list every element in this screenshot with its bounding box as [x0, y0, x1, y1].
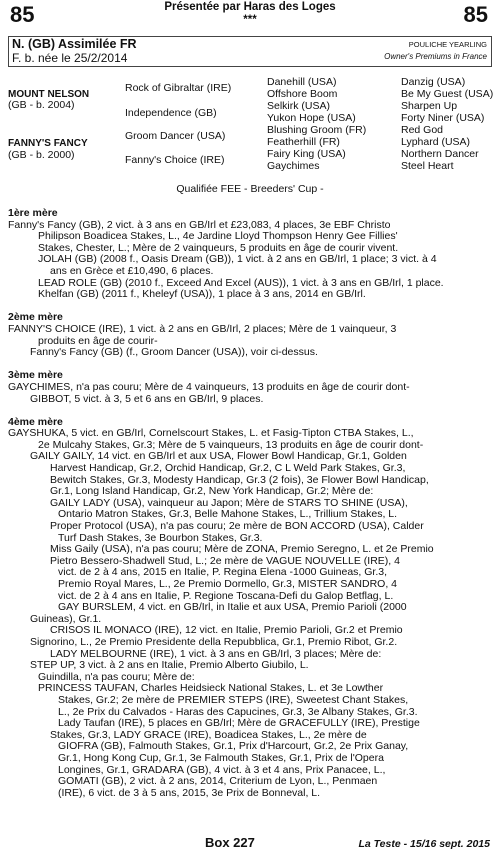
text-line: Pietro Bessero-Shadwell Stud, L.; 2e mère de VAGUE NOUVELLE (IRE), 4 [50, 554, 400, 567]
horse-name: N. (GB) Assimilée FR [12, 37, 137, 51]
pedigree-gen4: Lyphard (USA) [401, 136, 471, 148]
text-line: ans en Grèce et £10,490, 6 places. [50, 264, 214, 277]
pedigree-gen4: Danzig (USA) [401, 76, 466, 88]
section-header: 4ème mère [8, 415, 63, 428]
text-line: Philipson Boadicea Stakes, L., 4e Jardine Lloyd Thompson Henry Gee Fillies' [38, 230, 398, 243]
text-line: LADY MELBOURNE (IRE), 1 vict. à 3 ans en GB/Irl, 3 places; Mère de: [50, 647, 382, 660]
text-line: Khelfan (GB) (2011 f., Kheleyf (USA)), 1 place à 3 ans, 2014 en GB/Irl. [38, 288, 366, 301]
horse-title-box [8, 36, 492, 67]
text-line: GAILY LADY (USA), vainqueur au Japon; Mère de STARS TO SHINE (USA), [50, 496, 408, 509]
text-line: produits en âge de courir- [38, 334, 158, 347]
text-line: Longines, Gr.1, GRADARA (GB), 4 vict. à 3 et 4 ans, Prix Panacee, L., [58, 763, 386, 776]
text-line: GAYSHUKA, 5 vict. en GB/Irl, Cornelscourt Stakes, L. et Fasig-Tipton CTBA Stakes, L., [8, 427, 414, 440]
qualification: Qualifiée FEE - Breeders' Cup - [176, 183, 324, 195]
text-line: GAYCHIMES, n'a pas couru; Mère de 4 vainqueurs, 13 produits en âge de courir dont- [8, 380, 410, 393]
text-line: Guindilla, n'a pas couru; Mère de: [38, 670, 195, 683]
spacer [8, 301, 496, 313]
box-number: Box 227 [205, 835, 255, 850]
pedigree-gen4: Sharpen Up [401, 100, 458, 112]
text-line: STEP UP, 3 vict. à 2 ans en Italie, Premio Alberto Giubilo, L. [30, 659, 309, 672]
text-line: L., 2e Prix du Calvados - Haras des Capucines, Gr.3, 3e Albany Stakes, Gr.3. [58, 705, 418, 718]
text-line: Signorino, L., 2e Premio Presidente della Repubblica, Gr.1, Premio Ribot, Gr.2. [30, 635, 398, 648]
pedigree-gen4: Be My Guest (USA) [401, 88, 494, 100]
text-line: GIOFRA (GB), Falmouth Stakes, Gr.1, Prix d'Harcourt, Gr.2, 2e Prix Ganay, [58, 740, 409, 753]
text-line: (IRE), 6 vict. de 3 à 5 ans, 2015, 3e Prix de Bonneval, L. [58, 786, 321, 799]
text-line: GAILY GAILY, 14 vict. en GB/Irl et aux USA, Flower Bowl Handicap, Gr.1, Golden [30, 450, 407, 463]
owner-premium: Owner's Premiums in France [384, 52, 487, 61]
pedigree-gen3: Gaychimes [267, 160, 320, 172]
pedigree-gen3: Danehill (USA) [267, 76, 337, 88]
text-line: 2e Mulcahy Stakes, Gr.3; Mère de 5 vainqueurs, 13 produits en âge de courir dont- [38, 438, 424, 451]
presenter-name: Présentée par Haras des Loges [164, 1, 336, 13]
text-line: vict. de 2 à 4 ans en Italie, P. Regione Toscana-Defi du Galop Betflag, L. [58, 589, 394, 602]
text-line: JOLAH (GB) (2008 f., Oasis Dream (GB)), 1 vict. à 2 ans en GB/Irl, 1 place; 3 vict. à 4 [38, 253, 437, 266]
lot-number-left: 85 [10, 2, 35, 27]
section-header: 1ère mère [8, 207, 58, 219]
pedigree-gen2: Fanny's Choice (IRE) [125, 154, 225, 166]
text-line: Bewitch Stakes, Gr.3, Modesty Handicap, Gr.3 (2 fois), 3e Flower Bowl Handicap, [50, 473, 429, 486]
pedigree-gen2: Rock of Gibraltar (IRE) [125, 82, 232, 94]
text-line: Gr.1, Hong Kong Cup, Gr.1, 3e Falmouth Stakes, Gr.1, Prix de l'Opera [58, 751, 384, 764]
text-line: Guineas), Gr.1. [30, 612, 102, 625]
spacer [8, 359, 496, 371]
horse-category: POULICHE YEARLING [408, 40, 487, 49]
text-line: GAY BURSLEM, 4 vict. en GB/Irl, in Italie et aux USA, Premio Parioli (2000 [58, 601, 407, 614]
dam-detail: (GB - b. 2000) [8, 149, 75, 161]
lot-number-right: 85 [463, 2, 488, 27]
pedigree-gen4: Forty Niner (USA) [401, 112, 485, 124]
text-line: Stakes, Chester, L.; Mère de 2 vainqueurs, 5 produits en âge de courir vivent. [38, 241, 399, 254]
pedigree-gen2: Independence (GB) [125, 107, 217, 119]
text-line: GIBBOT, 5 vict. à 3, 5 et 6 ans en GB/Irl, 9 places. [30, 392, 264, 405]
sire-detail: (GB - b. 2004) [8, 99, 75, 111]
pedigree-gen3: Yukon Hope (USA) [267, 112, 356, 124]
text-line: FANNY'S CHOICE (IRE), 1 vict. à 2 ans en GB/Irl, 2 places; Mère de 1 vainqueur, 3 [8, 322, 397, 335]
pedigree-gen4: Northern Dancer [401, 148, 479, 160]
text-line: Fanny's Fancy (GB), 2 vict. à 3 ans en GB/Irl et £23,083, 4 places, 3e EBF Christo [8, 218, 391, 231]
presenter-header [0, 1, 500, 27]
pedigree-notes [8, 208, 496, 811]
section-header: 3ème mère [8, 369, 63, 382]
text-line: Stakes, Gr.2; 2e mère de PREMIER STEPS (IRE), Sweetest Chant Stakes, [58, 693, 409, 706]
pedigree-gen4: Steel Heart [401, 160, 454, 172]
text-line: GOMATI (GB), 2 vict. à 2 ans, 2014, Criterium de Lyon, L., Penmaen [58, 775, 378, 788]
spacer [8, 405, 496, 417]
pedigree-gen3: Featherhill (FR) [267, 136, 340, 148]
text-line: Fanny's Fancy (GB) (f., Groom Dancer (USA)), voir ci-dessus. [30, 346, 318, 359]
text-line: Premio Royal Mares, L., 2e Premio Dormello, Gr.3, MISTER SANDRO, 4 [58, 578, 398, 590]
text-line: Harvest Handicap, Gr.2, Orchid Handicap, Gr.2, C L Weld Park Stakes, Gr.3, [50, 462, 406, 475]
dam-name: FANNY'S FANCY [8, 138, 88, 149]
text-line: PRINCESS TAUFAN, Charles Heidsieck National Stakes, L. et 3e Lowther [38, 682, 384, 695]
text-line: Turf Dash Stakes, 3e Bourbon Stakes, Gr.3. [58, 531, 263, 544]
section-header: 2ème mère [8, 311, 63, 324]
pedigree-gen3: Offshore Boom [267, 88, 338, 100]
text-line: CRISOS IL MONACO (IRE), 12 vict. en Italie, Premio Parioli, Gr.2 et Premio [50, 624, 403, 637]
sale-info: La Teste - 15/16 sept. 2015 [358, 838, 490, 850]
pedigree-gen3: Selkirk (USA) [267, 100, 331, 112]
text-line: Gr.1, Long Island Handicap, Gr.2, New York Handicap, Gr.2; Mère de: [50, 485, 374, 498]
text-line: LEAD ROLE (GB) (2010 f., Exceed And Excel (AUS)), 1 vict. à 3 ans en GB/Irl, 1 place. [38, 276, 444, 289]
presenter-stars: *** [243, 14, 257, 26]
horse-birth: F. b. née le 25/2/2014 [12, 51, 128, 65]
text-line: vict. de 2 à 4 ans, 2015 en Italie, P. Regina Elena -1000 Guineas, Gr.3, [58, 566, 388, 579]
text-line: Proper Protocol (USA), n'a pas couru; 2e mère de BON ACCORD (USA), Calder [50, 520, 424, 533]
pedigree-gen2: Groom Dancer (USA) [125, 130, 226, 142]
text-line [8, 799, 496, 811]
text-line: Ontario Matron Stakes, Gr.3, Belle Mahone Stakes, L., Trillium Stakes, L. [58, 508, 398, 521]
text-line: Stakes, Gr.3, LADY GRACE (IRE), Boadicea Stakes, L., 2e mère de [50, 728, 367, 741]
pedigree-gen4: Red God [401, 124, 444, 136]
pedigree-gen3: Blushing Groom (FR) [267, 124, 367, 136]
text-line: Miss Gaily (USA), n'a pas couru; Mère de ZONA, Premio Seregno, L. et 2e Premio [50, 543, 434, 556]
pedigree-gen3: Fairy King (USA) [267, 148, 346, 160]
sire-name: MOUNT NELSON [8, 89, 90, 100]
text-line: Lady Taufan (IRE), 5 places en GB/Irl; Mère de GRACEFULLY (IRE), Prestige [58, 717, 420, 730]
